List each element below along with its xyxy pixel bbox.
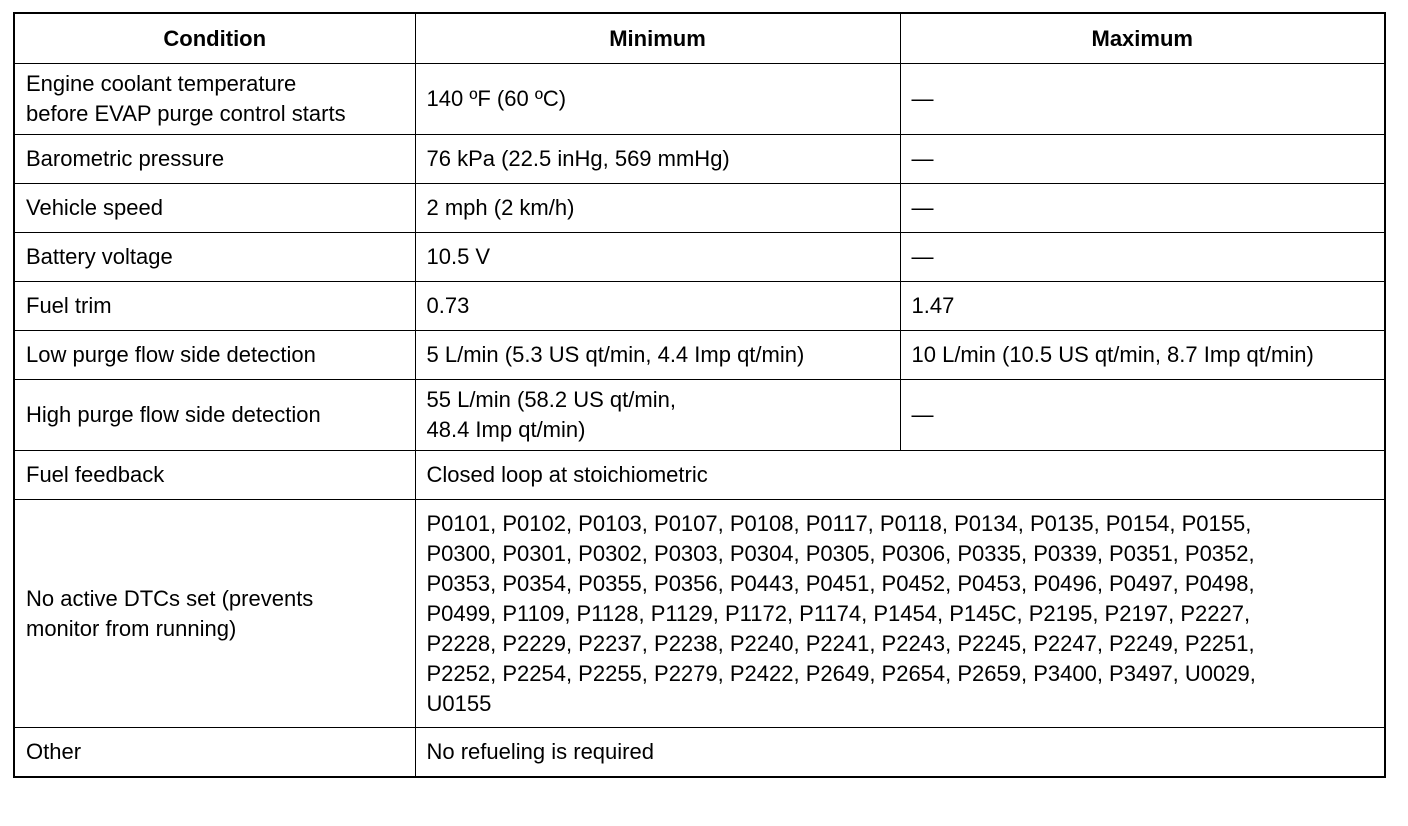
maximum-cell: — xyxy=(900,135,1385,184)
dtc-list-line: P2252, P2254, P2255, P2279, P2422, P2649, P2654, P2659, P3400, P3497, U0029, xyxy=(426,660,1256,686)
value-cell: Closed loop at stoichiometric xyxy=(415,451,1385,500)
condition-cell xyxy=(14,64,415,135)
header-row xyxy=(14,13,1385,64)
minimum-cell: 10.5 V xyxy=(415,233,900,282)
condition-cell: Barometric pressure xyxy=(14,135,415,184)
dtc-list-line: P0499, P1109, P1128, P1129, P1172, P1174, P1454, P145C, P2195, P2197, P2227, xyxy=(426,600,1251,626)
minimum-cell xyxy=(415,380,900,451)
dtc-list-line: U0155 xyxy=(426,690,492,716)
table-row xyxy=(14,64,1385,135)
conditions-table xyxy=(13,12,1386,778)
minimum-cell: 76 kPa (22.5 inHg, 569 mmHg) xyxy=(415,135,900,184)
condition-cell: Fuel trim xyxy=(14,282,415,331)
header-condition: Condition xyxy=(14,13,415,64)
condition-cell: Vehicle speed xyxy=(14,184,415,233)
maximum-cell: — xyxy=(900,380,1385,451)
dtc-list-cell xyxy=(415,500,1385,728)
table-row xyxy=(14,451,1385,500)
header-minimum: Minimum xyxy=(415,13,900,64)
table-row xyxy=(14,282,1385,331)
maximum-cell: 1.47 xyxy=(900,282,1385,331)
condition-text: No active DTCs set (prevents xyxy=(26,585,314,611)
condition-cell: Battery voltage xyxy=(14,233,415,282)
condition-text: Engine coolant temperature xyxy=(26,71,297,96)
table-row xyxy=(14,135,1385,184)
condition-text: before EVAP purge control starts xyxy=(26,101,346,126)
condition-cell xyxy=(14,500,415,728)
condition-cell: Fuel feedback xyxy=(14,451,415,500)
table-row xyxy=(14,380,1385,451)
condition-cell: Other xyxy=(14,728,415,778)
table-row xyxy=(14,184,1385,233)
dtc-list-line: P0353, P0354, P0355, P0356, P0443, P0451, P0452, P0453, P0496, P0497, P0498, xyxy=(426,570,1255,596)
table-row xyxy=(14,728,1385,778)
maximum-cell: 10 L/min (10.5 US qt/min, 8.7 Imp qt/min) xyxy=(900,331,1385,380)
minimum-cell: 5 L/min (5.3 US qt/min, 4.4 Imp qt/min) xyxy=(415,331,900,380)
dtc-list-line: P0300, P0301, P0302, P0303, P0304, P0305, P0306, P0335, P0339, P0351, P0352, xyxy=(426,540,1255,566)
maximum-cell: — xyxy=(900,233,1385,282)
value-cell: No refueling is required xyxy=(415,728,1385,778)
header-maximum: Maximum xyxy=(900,13,1385,64)
maximum-cell: — xyxy=(900,184,1385,233)
condition-cell: Low purge flow side detection xyxy=(14,331,415,380)
dtc-list-line: P0101, P0102, P0103, P0107, P0108, P0117, P0118, P0134, P0135, P0154, P0155, xyxy=(426,510,1252,536)
table-row xyxy=(14,331,1385,380)
minimum-cell: 2 mph (2 km/h) xyxy=(415,184,900,233)
table-row xyxy=(14,500,1385,728)
minimum-cell: 140 ºF (60 ºC) xyxy=(415,64,900,135)
condition-text: monitor from running) xyxy=(26,615,237,641)
minimum-cell: 0.73 xyxy=(415,282,900,331)
dtc-list-line: P2228, P2229, P2237, P2238, P2240, P2241, P2243, P2245, P2247, P2249, P2251, xyxy=(426,630,1255,656)
minimum-text: 48.4 Imp qt/min) xyxy=(426,417,586,442)
minimum-text: 55 L/min (58.2 US qt/min, xyxy=(426,387,676,412)
table-row xyxy=(14,233,1385,282)
condition-cell: High purge flow side detection xyxy=(14,380,415,451)
maximum-cell: — xyxy=(900,64,1385,135)
